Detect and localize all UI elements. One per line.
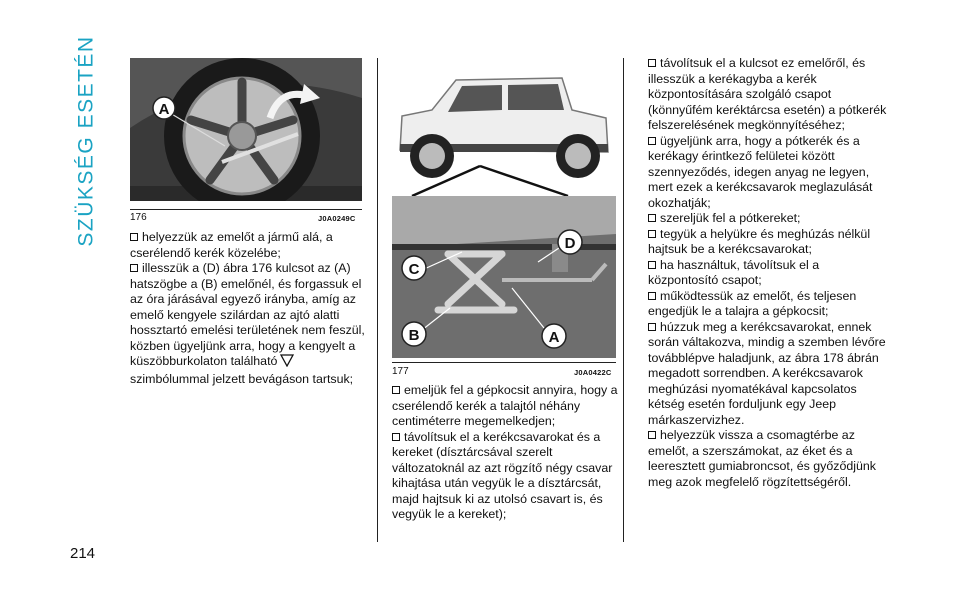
instruction-step: illesszük a (D) ábra 176 kulcsot az (A) hatszögbe a (B) emelőnél, és forgassuk el az óra járásával egyező irányba, amíg az emelő kengyele szilárdan az ajtó alatti hossztartó emelési területének nem feszül, közben ügyeljünk arra, hogy a kengyelt a küszöbburkolaton található szimbólummal jelzett bevágáson tartsuk;: [130, 261, 365, 386]
instruction-step: ügyeljünk arra, hogy a pótkerék és a kerékagy érintkező felületei között szennyeződés, idegen anyag ne legyen, mert ezek a kerékcsavarok meglazulását okozhatják;: [648, 133, 873, 210]
checkbox-bullet-icon: [648, 137, 656, 145]
column-divider: [377, 58, 378, 542]
instruction-step: emeljük fel a gépkocsit annyira, hogy a cserélendő kerék a talajtól néhány centiméterre megemelkedjen;: [392, 383, 618, 428]
checkbox-bullet-icon: [648, 214, 656, 222]
instruction-step: helyezzük az emelőt a jármű alá, a cserélendő kerék közelébe;: [130, 230, 333, 260]
column-1-text: [130, 230, 366, 387]
page-number: 214: [70, 545, 96, 562]
checkbox-bullet-icon: [648, 292, 656, 300]
triangle-symbol-icon: [280, 354, 294, 372]
checkbox-bullet-icon: [648, 59, 656, 67]
figure-177-label-a: A: [548, 329, 560, 346]
instruction-step: távolítsuk el a kerékcsavarokat és a kereket (dísztárcsával szerelt változatoknál az azt rögzítő négy csavar kihajtása után vegyük le a dísztárcsát, majd hajtsuk ki az utolsó csavart is, és vegyük le a kereket);: [392, 429, 613, 521]
figure-176-rule: [130, 209, 362, 210]
instruction-step: helyezzük vissza a csomagtérbe az emelőt, a szerszámokat, az éket és a leeresztett gumiabroncsot, és győződjünk meg azok megfelelő rögzítettségéről.: [648, 428, 876, 489]
checkbox-bullet-icon: [648, 230, 656, 238]
column-2-text: [392, 383, 618, 523]
figure-177-label-d: D: [564, 235, 576, 252]
section-title: SZÜKSÉG ESETÉN: [75, 35, 98, 247]
figure-176-image: [130, 58, 362, 201]
checkbox-bullet-icon: [648, 323, 656, 331]
checkbox-bullet-icon: [130, 264, 138, 272]
checkbox-bullet-icon: [648, 261, 656, 269]
figure-177-rule: [392, 362, 616, 363]
instruction-step: ha használtuk, távolítsuk el a központosító csapot;: [648, 257, 820, 287]
figure-177-number: 177: [392, 366, 409, 377]
column-divider: [623, 58, 624, 542]
instruction-step: működtessük az emelőt, és teljesen engedjük le a talajra a gépkocsit;: [648, 288, 857, 318]
figure-176-label-a: A: [158, 101, 170, 118]
instruction-step: szereljük fel a pótkereket;: [648, 211, 888, 227]
figure-176-number: 176: [130, 212, 147, 223]
column-3-text: [648, 56, 888, 490]
instruction-step: tegyük a helyükre és meghúzás nélkül hajtsuk be a kerékcsavarokat;: [648, 226, 871, 256]
instruction-step: távolítsuk el a kulcsot ez emelőről, és illesszük a kerékagyba a kerék központosítására szolgáló csapot (könnyűfém keréktárcsa esetén) a pótkerék felszerelésének megkönnyítéséhez;: [648, 56, 887, 132]
checkbox-bullet-icon: [392, 386, 400, 394]
checkbox-bullet-icon: [392, 433, 400, 441]
instruction-step: húzzuk meg a kerékcsavarokat, ennek során váltakozva, mindig a szemben lévőre továbblépve haladjunk, az ábra 178 ábrán megadott sorrendben. A kerékcsavarok meghúzási nyomatékával kapcsolatos kétség esetén forduljunk egy Jeep márkaszervizhez.: [648, 319, 886, 427]
figure-177-label-b: B: [408, 327, 420, 344]
figure-176-code: J0A0249C: [318, 214, 356, 223]
figure-177-label-c: C: [408, 261, 420, 278]
figure-177-code: J0A0422C: [574, 368, 612, 377]
figure-177-image: [392, 58, 616, 358]
checkbox-bullet-icon: [648, 431, 656, 439]
checkbox-bullet-icon: [130, 233, 138, 241]
